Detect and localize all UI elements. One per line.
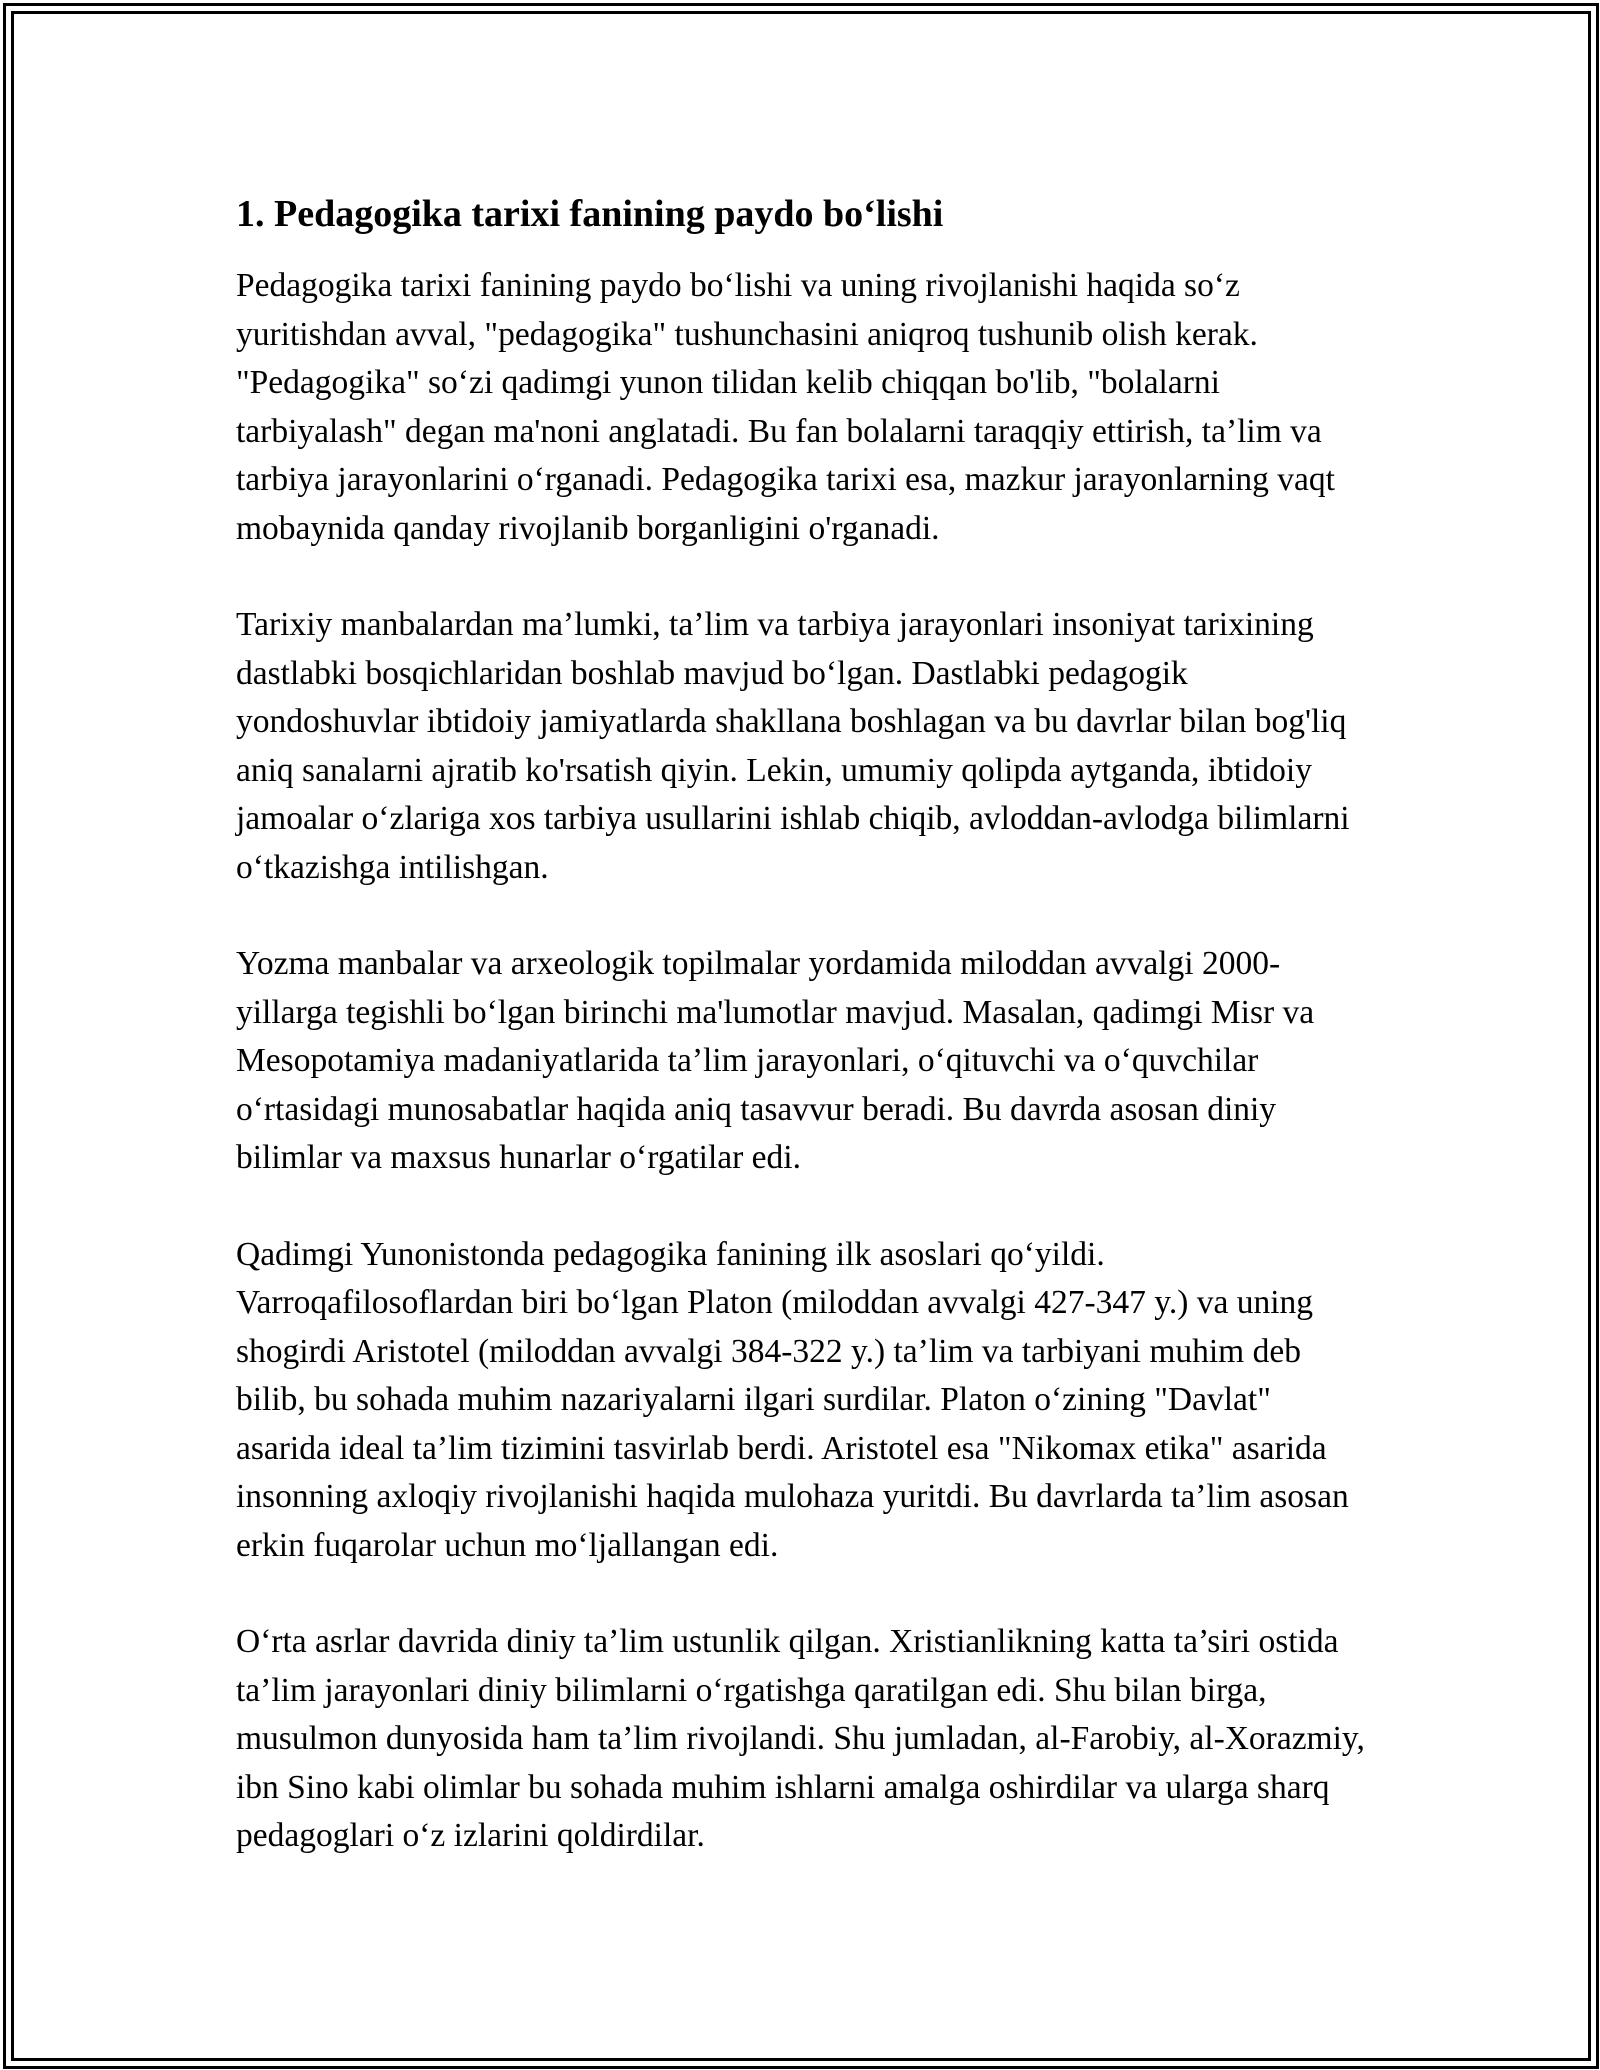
paragraph-4: Qadimgi Yunonistonda pedagogika fanining ilk asoslari qo‘yildi. Varroqafilosoflardan biri bo‘lgan Platon (miloddan avvalgi 427-347 y.) va uning shogirdi Aristotel (miloddan avvalgi 384-322 y.) ta’lim va tarbiyani muhim deb bilib, bu sohada muhim nazariyalarni ilgari surdilar. Platon o‘zining "Davlat" asarida ideal ta’lim tizimini tasvirlab berdi. Aristotel esa "Nikomax etika" asarida insonning axloqiy rivojlanishi haqida mulohaza yuritdi. Bu davrlarda ta’lim asosan erkin fuqarolar uchun mo‘ljallangan edi. [236, 1235, 1349, 1564]
paragraph-5: O‘rta asrlar davrida diniy ta’lim ustunlik qilgan. Xristianlikning katta ta’siri ostida ta’lim jarayonlari diniy bilimlarni o‘rgatishga qaratilgan edi. Shu bilan birga, musulmon dunyosida ham ta’lim rivojlandi. Shu jumladan, al-Farobiy, al-Xorazmiy, ibn Sino kabi olimlar bu sohada muhim ishlarni amalga oshirdilar va ularga sharq pedagoglari o‘z izlarini qoldirdilar. [236, 1623, 1365, 1854]
document-body [236, 188, 1371, 1909]
paragraph-2: Tarixiy manbalardan ma’lumki, ta’lim va tarbiya jarayonlari insoniyat tarixining dastlabki bosqichlaridan boshlab mavjud bo‘lgan. Dastlabki pedagogik yondoshuvlar ibtidoiy jamiyatlarda shakllana boshlagan va bu davrlar bilan bog'liq aniq sanalarni ajratib ko'rsatish qiyin. Lekin, umumiy qolipda aytganda, ibtidoiy jamoalar o‘zlariga xos tarbiya usullarini ishlab chiqib, avloddan-avlodga bilimlarni o‘tkazishga intilishgan. [236, 606, 1350, 886]
paragraph-1: Pedagogika tarixi fanining paydo bo‘lishi va uning rivojlanishi haqida so‘z yuritishdan avval, "pedagogika" tushunchasini aniqroq tushunib olish kerak. "Pedagogika" so‘zi qadimgi yunon tilidan kelib chiqqan bo'lib, "bolalarni tarbiyalash" degan ma'noni anglatadi. Bu fan bolalarni taraqqiy ettirish, ta’lim va tarbiya jarayonlarini o‘rganadi. Pedagogika tarixi esa, mazkur jarayonlarning vaqt mobaynida qanday rivojlanib borganligini o'rganadi. [236, 267, 1335, 547]
section-title: 1. Pedagogika tarixi fanining paydo bo‘lishi [236, 193, 944, 235]
paragraph-3: Yozma manbalar va arxeologik topilmalar yordamida miloddan avvalgi 2000-yillarga tegishli bo‘lgan birinchi ma'lumotlar mavjud. Masalan, qadimgi Misr va Mesopotamiya madaniyatlarida ta’lim jarayonlari, o‘qituvchi va o‘quvchilar o‘rtasidagi munosabatlar haqida aniq tasavvur beradi. Bu davrda asosan diniy bilimlar va maxsus hunarlar o‘rgatilar edi. [236, 945, 1315, 1176]
